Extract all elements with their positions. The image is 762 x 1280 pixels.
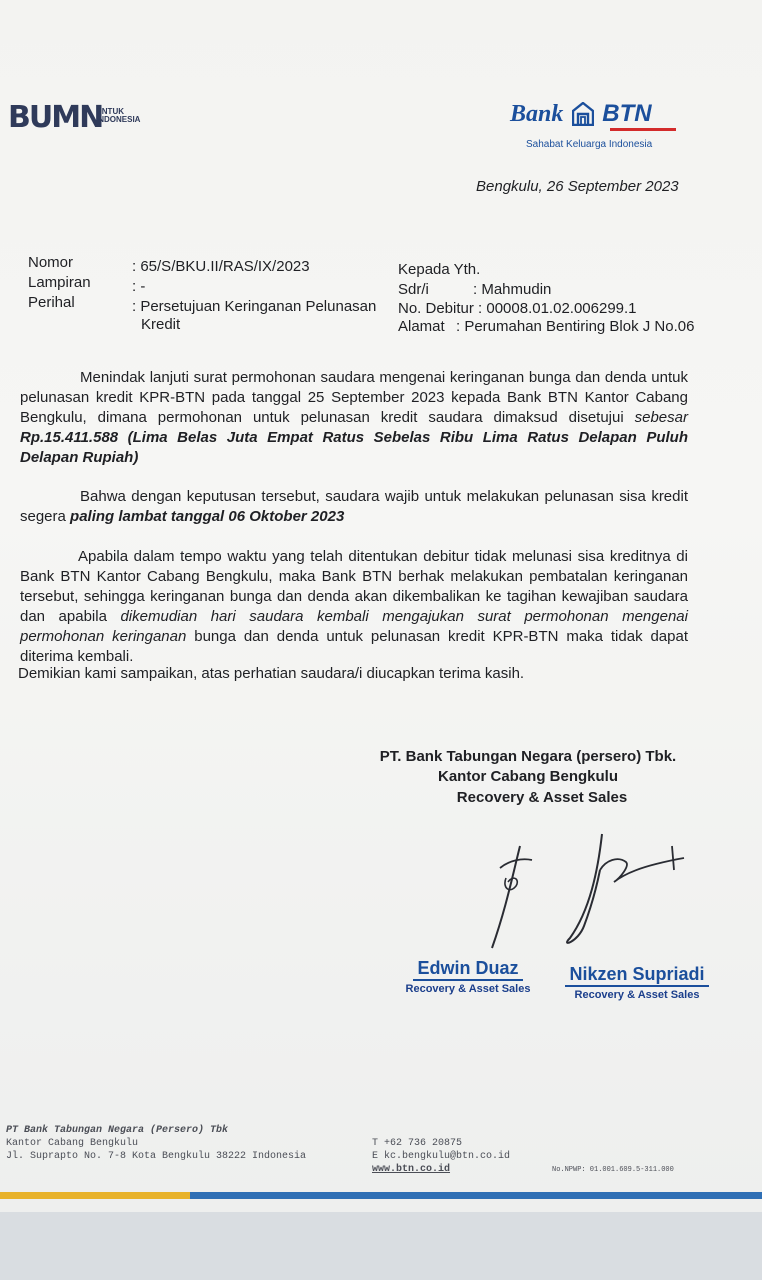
perihal-value: : Persetujuan Keringanan Pelunasan bbox=[132, 298, 377, 315]
recipient-name-label: Sdr/i bbox=[398, 281, 429, 298]
bumn-logo-text: BUMN bbox=[8, 100, 103, 135]
cancellation-italic: dikemudian hari saudara kembali mengajukan surat permohonan mengenai permohonan keringanan bbox=[20, 608, 688, 645]
house-icon bbox=[572, 102, 594, 131]
perihal-value-cont: Kredit bbox=[141, 316, 181, 333]
signer-1-role: Recovery & Asset Sales bbox=[405, 983, 531, 995]
nomor-value: : 65/S/BKU.II/RAS/IX/2023 bbox=[132, 258, 310, 275]
paragraph-deadline bbox=[20, 487, 688, 527]
footer-phone: T +62 736 20875 bbox=[372, 1138, 463, 1149]
footer-address: Jl. Suprapto No. 7-8 Kota Bengkulu 38222 Indonesia bbox=[6, 1151, 307, 1162]
nomor-label: Nomor bbox=[28, 254, 74, 271]
signer-2-role: Recovery & Asset Sales bbox=[574, 989, 700, 1001]
recipient-greeting: Kepada Yth. bbox=[398, 261, 481, 278]
deadline-date: paling lambat tanggal 06 Oktober 2023 bbox=[70, 508, 345, 525]
signer-1 bbox=[400, 958, 536, 995]
signature-branch: Kantor Cabang Bengkulu bbox=[437, 768, 618, 785]
btn-logo-btn: BTN bbox=[602, 100, 652, 127]
lampiran-value: : - bbox=[132, 278, 146, 295]
signer-2 bbox=[562, 964, 712, 1001]
footer-stripe-yellow bbox=[0, 1192, 190, 1199]
background-surface bbox=[0, 1212, 762, 1280]
deadline-text: Bahwa dengan keputusan tersebut, saudara wajib untuk melakukan pelunasan sisa kredit segera bbox=[20, 488, 688, 525]
perihal-label: Perihal bbox=[28, 294, 75, 311]
btn-logo-bank: Bank bbox=[510, 101, 564, 127]
approval-sebesar: sebesar bbox=[634, 409, 688, 426]
recipient-address-label: Alamat bbox=[398, 318, 445, 335]
bumn-tagline: UNTUK INDONESIA bbox=[96, 107, 141, 124]
lampiran-label: Lampiran bbox=[28, 274, 91, 291]
footer-stripe-blue bbox=[190, 1192, 762, 1199]
signature-edwin bbox=[470, 838, 550, 958]
recipient-address-value: : Perumahan Bentiring Blok J No.06 bbox=[456, 318, 695, 335]
footer-website: www.btn.co.id bbox=[372, 1164, 451, 1175]
paragraph-closing: Demikian kami sampaikan, atas perhatian saudara/i diucapkan terima kasih. bbox=[18, 665, 525, 682]
paragraph-cancellation bbox=[20, 547, 688, 667]
cancellation-end: bunga dan denda untuk pelunasan kredit KPR-BTN maka tidak dapat diterima kembali. bbox=[20, 628, 688, 665]
signer-1-name: Edwin Duaz bbox=[413, 958, 522, 981]
letter-date: Bengkulu, 26 September 2023 bbox=[476, 178, 679, 195]
signature-dept: Recovery & Asset Sales bbox=[456, 789, 628, 806]
approval-amount: Rp.15.411.588 (Lima Belas Juta Empat Ratus Sebelas Ribu Lima Ratus Delapan Puluh Delapan Rupiah) bbox=[20, 429, 688, 466]
footer-branch: Kantor Cabang Bengkulu bbox=[6, 1138, 139, 1149]
btn-logo-underline bbox=[610, 128, 676, 131]
signer-2-name: Nikzen Supriadi bbox=[565, 964, 708, 987]
recipient-debitur: No. Debitur : 00008.01.02.006299.1 bbox=[398, 300, 637, 317]
signature-nikzen bbox=[560, 830, 700, 950]
cancellation-text: Apabila dalam tempo waktu yang telah ditentukan debitur tidak melunasi sisa kreditnya di Bank BTN Kantor Cabang Bengkulu, maka Bank BTN berhak melakukan pembatalan keringanan tersebut, sehingga keringanan bunga dan denda akan dikembalikan ke tagihan kewajiban saudara dan apabila bbox=[20, 548, 688, 625]
btn-logo bbox=[510, 100, 653, 150]
footer-email: E kc.bengkulu@btn.co.id bbox=[372, 1151, 511, 1162]
signature-company: PT. Bank Tabungan Negara (persero) Tbk. bbox=[379, 748, 677, 765]
btn-tagline: Sahabat Keluarga Indonesia bbox=[526, 139, 653, 150]
footer-company: PT Bank Tabungan Negara (Persero) Tbk bbox=[6, 1125, 229, 1136]
recipient-name-value: : Mahmudin bbox=[473, 281, 552, 298]
bumn-logo bbox=[8, 100, 141, 135]
footer-npwp: No.NPWP: 01.001.609.5-311.000 bbox=[552, 1166, 674, 1174]
paragraph-approval bbox=[20, 368, 688, 468]
approval-text: Menindak lanjuti surat permohonan saudara mengenai keringanan bunga dan denda untuk pelunasan kredit KPR-BTN pada tanggal 25 September 2023 kepada Bank BTN Kantor Cabang Bengkulu, dimana permohonan untuk pelunasan kredit saudara dimaksud disetujui bbox=[20, 369, 688, 426]
